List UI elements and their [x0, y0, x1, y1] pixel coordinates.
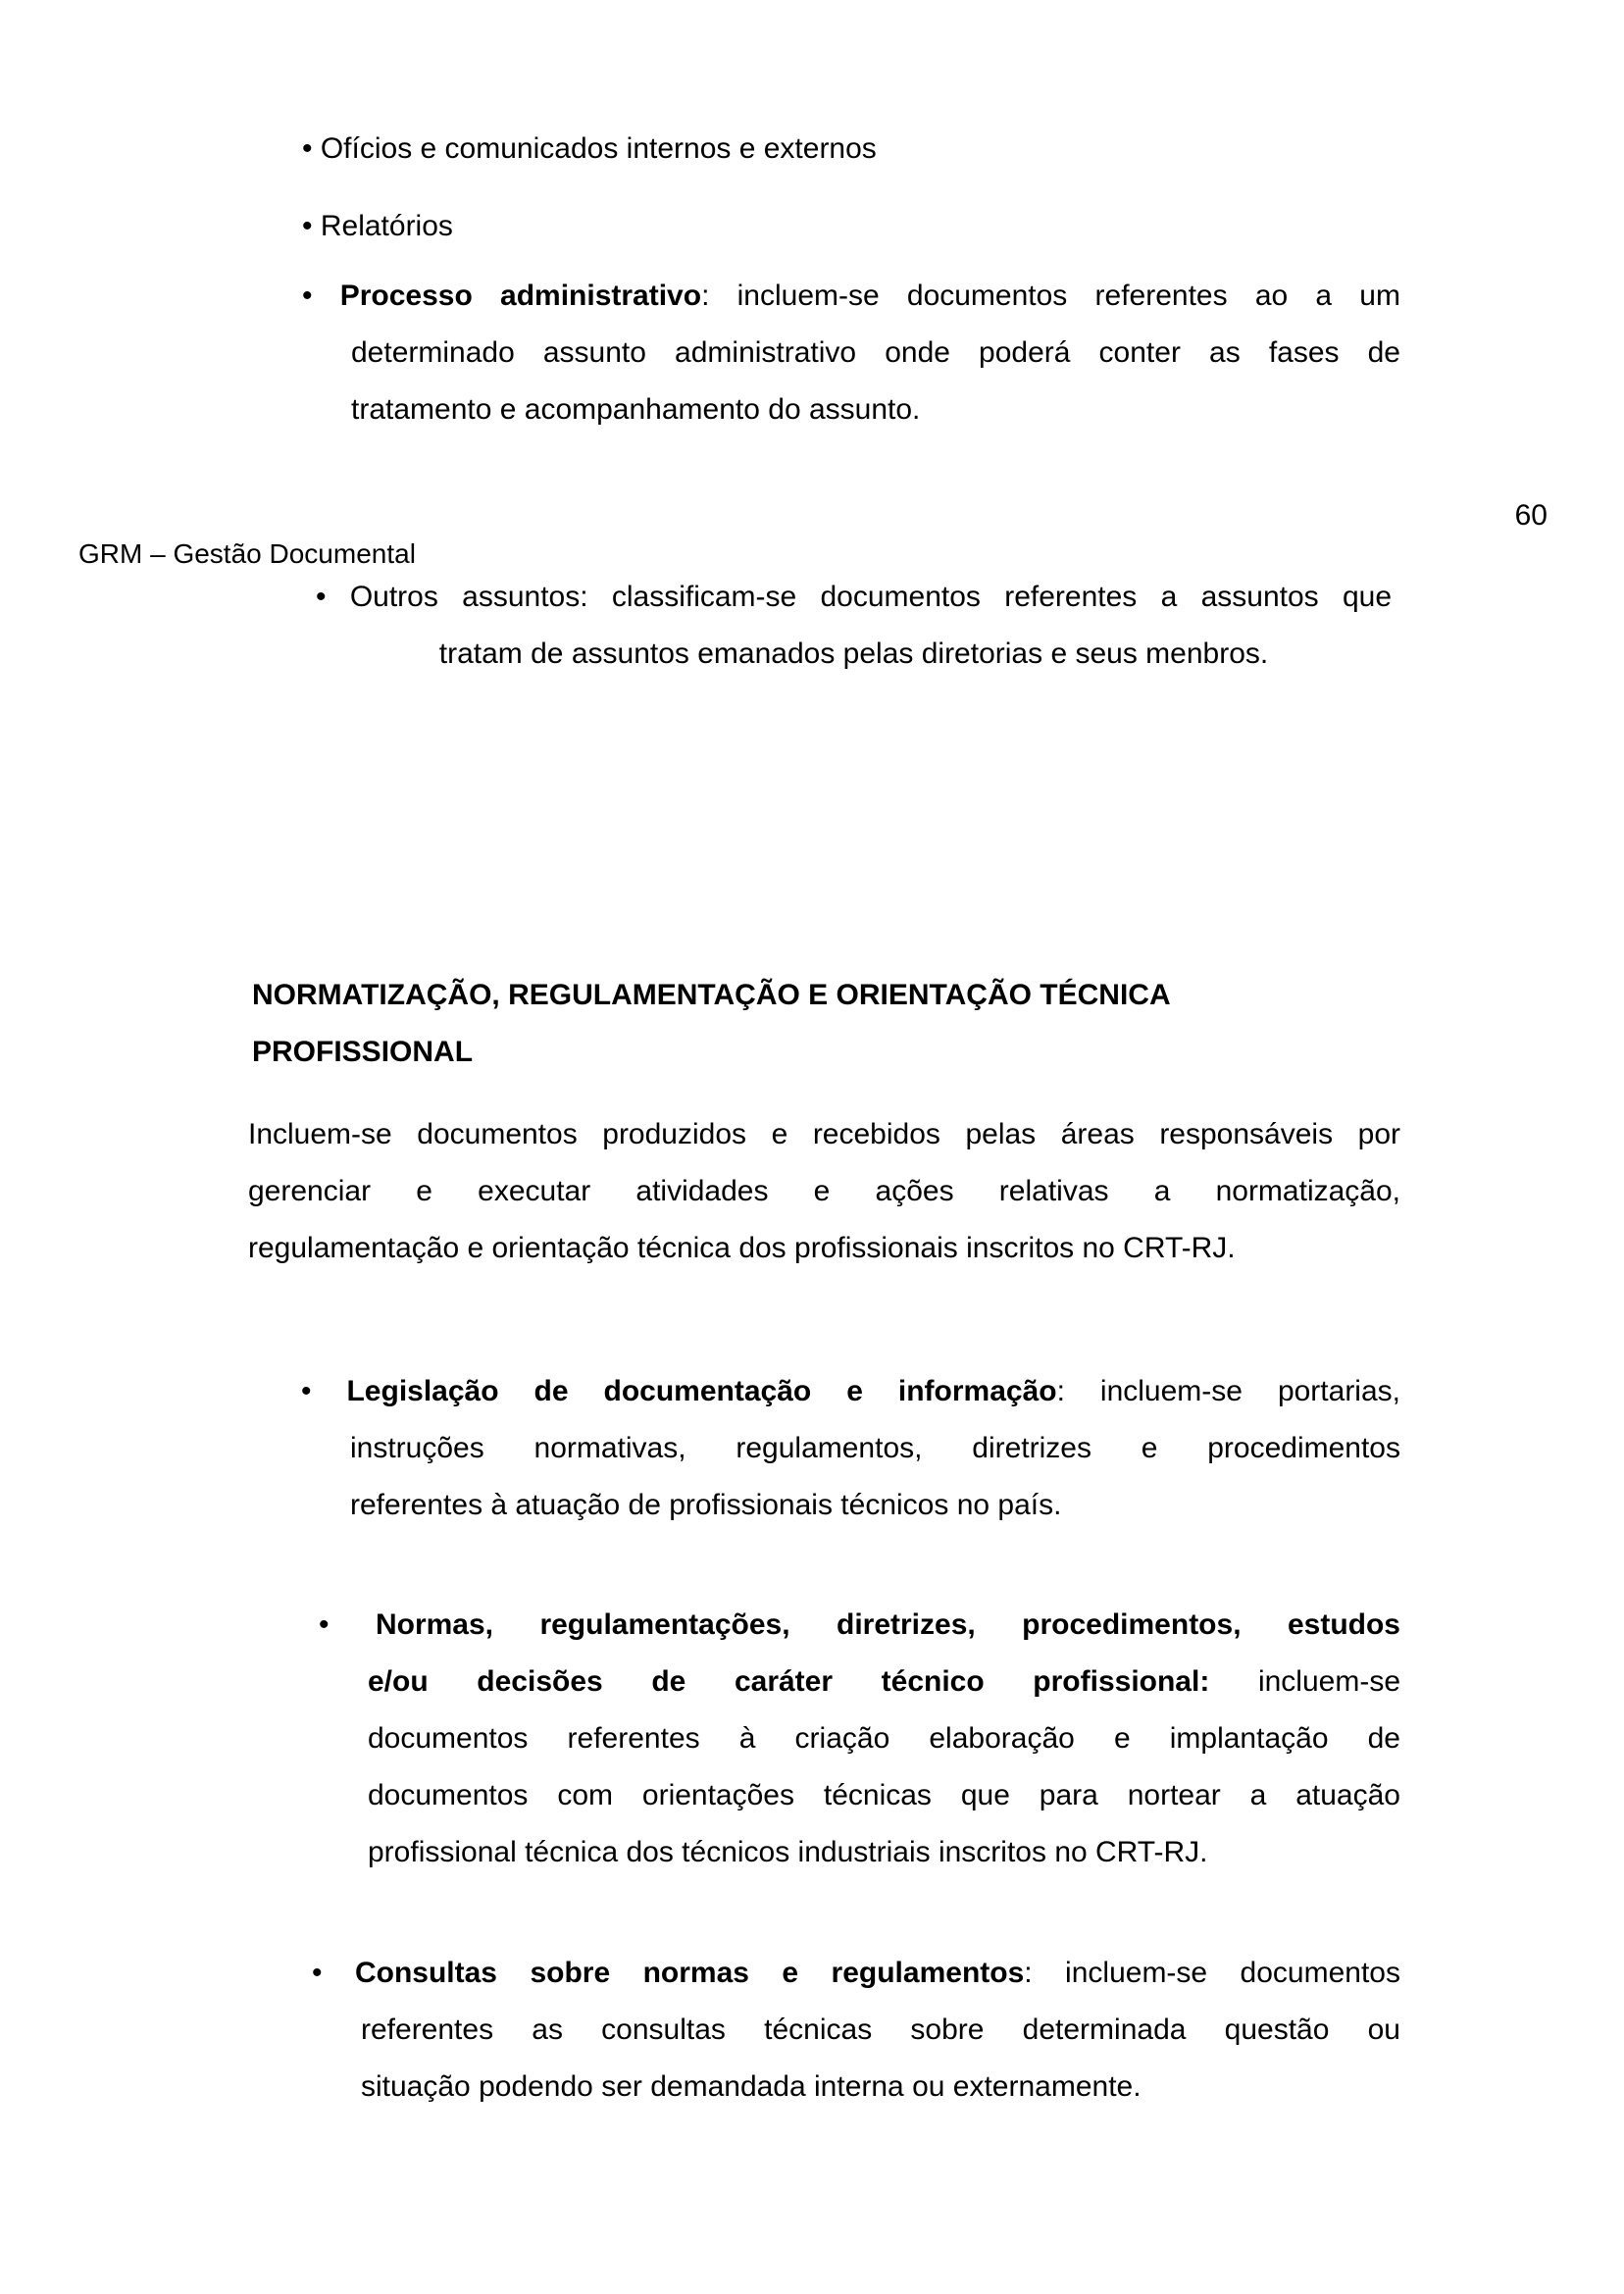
- paragraph-incluem-se: [248, 1106, 1400, 1277]
- bullet-text-line: • Legislação de documentação e informação: incluem-se portarias,: [301, 1375, 1400, 1407]
- text-line: instruções normativas, regulamentos, diretrizes e procedimentos: [350, 1432, 1400, 1464]
- bullet-item-relatorios: [302, 198, 1410, 255]
- bullet-item-outros-assuntos: [316, 569, 1392, 683]
- text-line: tratamento e acompanhamento do assunto.: [351, 393, 921, 426]
- text-line: profissional técnica dos técnicos industriais inscritos no CRT-RJ.: [368, 1836, 1208, 1868]
- text-line: e/ou decisões de caráter técnico profissional: incluem-se: [368, 1665, 1400, 1698]
- bullet-item-consultas: [312, 1945, 1400, 2116]
- bullet-text-line: • Ofícios e comunicados internos e externos: [302, 132, 877, 165]
- bullet-item-normas: [319, 1597, 1400, 1881]
- bullet-text-line: • Processo administrativo: incluem-se documentos referentes ao a um: [302, 280, 1400, 312]
- section-heading: [252, 967, 1429, 1081]
- text-line: gerenciar e executar atividades e ações relativas a normatização,: [248, 1175, 1400, 1207]
- text-line: situação podendo ser demandada interna ou externamente.: [361, 2070, 1142, 2103]
- page-number: 60: [1514, 499, 1548, 532]
- bullet-text-line: • Normas, regulamentações, diretrizes, procedimentos, estudos: [319, 1608, 1400, 1641]
- bullet-text-line: • Consultas sobre normas e regulamentos: incluem-se documentos: [312, 1957, 1400, 1989]
- running-header: GRM – Gestão Documental: [78, 538, 416, 569]
- text-line: documentos referentes à criação elaboração e implantação de: [368, 1722, 1400, 1755]
- bullet-item-processo-administrativo: [302, 268, 1400, 438]
- text-line: determinado assunto administrativo onde poderá conter as fases de: [351, 336, 1400, 369]
- text-line: PROFISSIONAL: [252, 1036, 474, 1068]
- bullet-item-legislacao: [301, 1363, 1400, 1534]
- text-line: referentes à atuação de profissionais técnicos no país.: [350, 1489, 1062, 1521]
- bullet-text-line: • Relatórios: [302, 210, 453, 242]
- text-line: regulamentação e orientação técnica dos profissionais inscritos no CRT-RJ.: [248, 1232, 1236, 1264]
- text-line: NORMATIZAÇÃO, REGULAMENTAÇÃO E ORIENTAÇÃO TÉCNICA: [252, 979, 1171, 1011]
- bullet-item-oficios: [302, 121, 1410, 178]
- text-line: referentes as consultas técnicas sobre determinada questão ou: [361, 2014, 1400, 2046]
- text-line: tratam de assuntos emanados pelas diretorias e seus menbros.: [438, 637, 1269, 670]
- text-line: Incluem-se documentos produzidos e recebidos pelas áreas responsáveis por: [248, 1118, 1400, 1150]
- text-line: documentos com orientações técnicas que para nortear a atuação: [368, 1779, 1400, 1811]
- bullet-text-line: • Outros assuntos: classificam-se documentos referentes a assuntos que: [316, 581, 1393, 613]
